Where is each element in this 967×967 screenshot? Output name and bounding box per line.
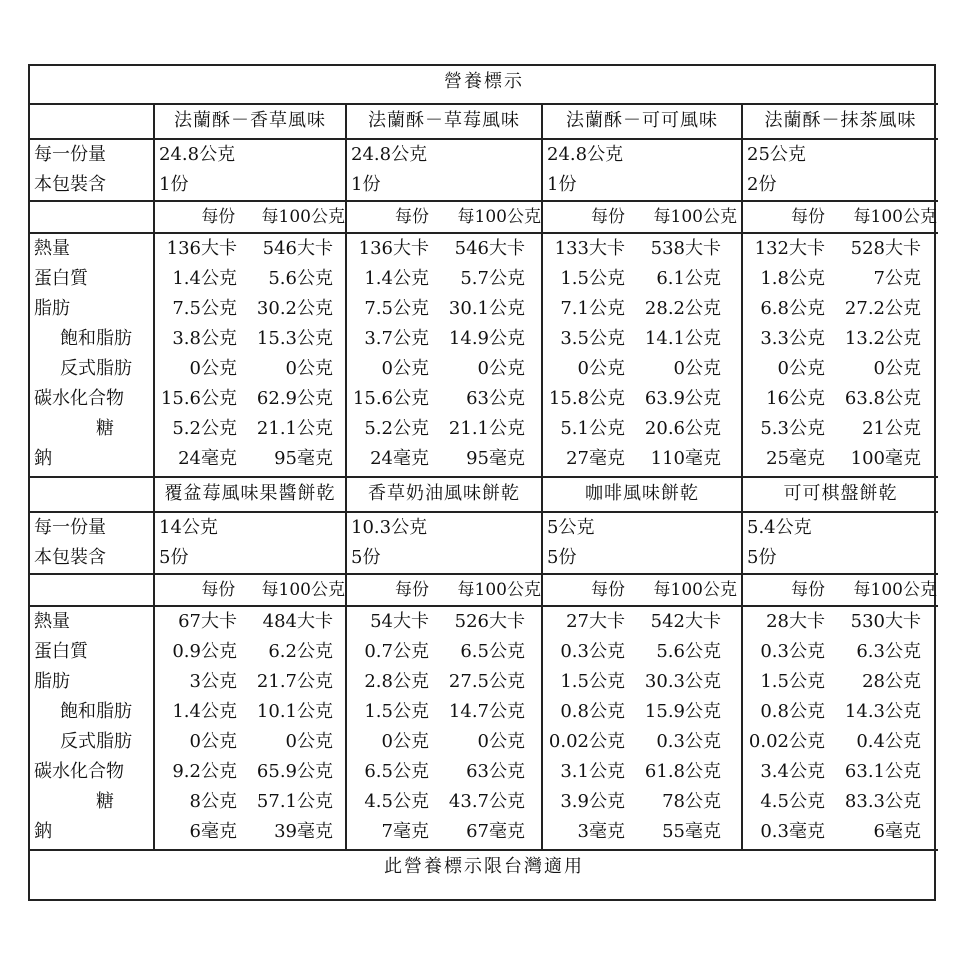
nutrient-label-sugar: 糖: [96, 418, 114, 439]
nutrient-row-protein: [155, 637, 345, 667]
per-serving-value: 0公克: [577, 358, 625, 379]
per-100g-value: 95毫克: [274, 448, 333, 469]
per-serving-value: 3.7公克: [364, 328, 429, 349]
serving-size-label: 每一份量: [34, 144, 106, 165]
per-100g-value: 6.5公克: [460, 641, 525, 662]
nutrient-label-sodium: 鈉: [34, 821, 52, 842]
nutrient-row-sugar: [347, 414, 541, 444]
per-serving-value: 5.2公克: [364, 418, 429, 439]
nutrition-table: [30, 66, 938, 904]
per-serving-value: 0.02公克: [748, 731, 825, 752]
per-serving-value: 0.3毫克: [760, 821, 825, 842]
nutrient-row-sat-fat: [543, 697, 741, 727]
nutrient-values: [542, 606, 742, 850]
nutrient-row-carbs: [155, 757, 345, 787]
per-serving-header: 每份: [395, 580, 429, 600]
per-100g-header: 每100公克: [653, 580, 737, 600]
nutrient-label-sugar: 糖: [96, 791, 114, 812]
per-serving-value: 25毫克: [766, 448, 825, 469]
nutrient-row-sugar: [347, 787, 541, 817]
nutrient-row-energy: [743, 234, 938, 264]
nutrient-labels: [30, 233, 154, 477]
nutrient-row-fat: [347, 294, 541, 324]
servings-value: 2份: [747, 174, 777, 195]
per-100g-value: 27.2公克: [844, 298, 921, 319]
per-serving-value: 2.8公克: [364, 671, 429, 692]
per-100g-value: 110毫克: [650, 448, 721, 469]
nutrient-row-sugar: [743, 414, 938, 444]
serving-size-value: 24.8公克: [351, 144, 428, 165]
per-serving-value: 3毫克: [577, 821, 625, 842]
per-100g-header: 每100公克: [853, 207, 937, 227]
nutrient-row-carbs: [743, 384, 938, 414]
per-100g-value: 63.9公克: [644, 388, 721, 409]
per-serving-header: 每份: [591, 207, 625, 227]
nutrient-label-protein: 蛋白質: [34, 268, 88, 289]
per-serving-value: 7.1公克: [560, 298, 625, 319]
per-100g-header: 每100公克: [261, 207, 345, 227]
unit-header-pair: [155, 202, 345, 232]
servings-value: 5份: [547, 547, 577, 568]
per-100g-value: 67毫克: [466, 821, 525, 842]
unit-header: [542, 201, 742, 233]
per-serving-value: 7毫克: [381, 821, 429, 842]
product-name: 咖啡風味餅乾: [542, 477, 742, 512]
nutrient-row-energy: [347, 234, 541, 264]
serving-info: [154, 512, 346, 574]
nutrient-row-energy: [543, 607, 741, 637]
per-serving-value: 6.8公克: [760, 298, 825, 319]
nutrient-row-protein: [347, 264, 541, 294]
per-100g-value: 78公克: [662, 791, 721, 812]
nutrient-row-sodium: [347, 817, 541, 847]
per-100g-header: 每100公克: [653, 207, 737, 227]
nutrient-row-carbs: [743, 757, 938, 787]
per-100g-value: 538大卡: [650, 238, 721, 259]
nutrient-row-trans-fat: [743, 727, 938, 757]
per-serving-value: 0.3公克: [760, 641, 825, 662]
unit-header-pair: [543, 575, 741, 605]
per-serving-value: 16公克: [766, 388, 825, 409]
per-serving-value: 3.5公克: [560, 328, 625, 349]
per-100g-value: 30.1公克: [448, 298, 525, 319]
per-100g-header: 每100公克: [853, 580, 937, 600]
per-100g-value: 61.8公克: [644, 761, 721, 782]
per-serving-value: 0公克: [189, 731, 237, 752]
nutrient-row-sodium: [155, 817, 345, 847]
per-serving-value: 1.4公克: [172, 701, 237, 722]
per-100g-value: 528大卡: [850, 238, 921, 259]
nutrient-labels: [30, 606, 154, 850]
per-serving-value: 0公克: [381, 731, 429, 752]
per-100g-value: 546大卡: [454, 238, 525, 259]
servings-value: 5份: [747, 547, 777, 568]
nutrient-row-sat-fat: [155, 697, 345, 727]
per-serving-value: 7.5公克: [172, 298, 237, 319]
per-serving-value: 136大卡: [166, 238, 237, 259]
serving-info: [742, 139, 938, 201]
nutrient-row-trans-fat: [743, 354, 938, 384]
per-100g-value: 0公克: [477, 731, 525, 752]
per-100g-value: 30.2公克: [256, 298, 333, 319]
per-serving-value: 4.5公克: [760, 791, 825, 812]
nutrient-values: [742, 233, 938, 477]
per-serving-header: 每份: [201, 580, 236, 600]
servings-value: 1份: [159, 174, 189, 195]
per-serving-value: 7.5公克: [364, 298, 429, 319]
per-serving-value: 0.8公克: [560, 701, 625, 722]
per-serving-value: 3.3公克: [760, 328, 825, 349]
nutrient-label-energy: 熱量: [34, 611, 70, 632]
per-100g-value: 21公克: [862, 418, 921, 439]
per-100g-value: 43.7公克: [448, 791, 525, 812]
per-serving-value: 3公克: [189, 671, 237, 692]
nutrient-row-energy: [543, 234, 741, 264]
nutrient-row-sat-fat: [155, 324, 345, 354]
unit-header-pair: [347, 202, 541, 232]
serving-size-value: 24.8公克: [547, 144, 624, 165]
per-100g-value: 30.3公克: [644, 671, 721, 692]
nutrient-row-sodium: [543, 444, 741, 474]
nutrient-row-carbs: [543, 757, 741, 787]
nutrient-row-carbs: [347, 384, 541, 414]
nutrient-row-trans-fat: [155, 727, 345, 757]
per-serving-value: 0.7公克: [364, 641, 429, 662]
per-100g-value: 5.6公克: [656, 641, 721, 662]
serving-info: [542, 139, 742, 201]
unit-header: [742, 574, 938, 606]
per-serving-value: 1.4公克: [364, 268, 429, 289]
serving-size-value: 5.4公克: [747, 517, 812, 538]
per-serving-value: 0公克: [777, 358, 825, 379]
empty-label-cell: [30, 104, 154, 139]
nutrient-row-fat: [543, 294, 741, 324]
per-serving-value: 0.8公克: [760, 701, 825, 722]
per-serving-value: 3.9公克: [560, 791, 625, 812]
per-serving-value: 6毫克: [189, 821, 237, 842]
unit-header-pair: [155, 575, 345, 605]
servings-value: 1份: [547, 174, 577, 195]
nutrient-label-energy: 熱量: [34, 238, 70, 259]
servings-value: 5份: [159, 547, 189, 568]
per-100g-value: 39毫克: [274, 821, 333, 842]
page-title: 營養標示: [30, 66, 938, 104]
nutrient-row-protein: [543, 264, 741, 294]
per-100g-value: 15.9公克: [644, 701, 721, 722]
nutrient-row-sat-fat: [347, 324, 541, 354]
nutrient-values: [346, 233, 542, 477]
per-serving-header: 每份: [201, 207, 236, 227]
per-serving-value: 54大卡: [370, 611, 429, 632]
per-100g-value: 5.7公克: [460, 268, 525, 289]
per-serving-value: 1.5公克: [560, 671, 625, 692]
per-serving-value: 27大卡: [566, 611, 625, 632]
per-100g-value: 14.7公克: [448, 701, 525, 722]
per-serving-value: 24毫克: [178, 448, 237, 469]
nutrient-row-sodium: [155, 444, 345, 474]
per-serving-value: 1.5公克: [364, 701, 429, 722]
product-name: 覆盆莓風味果醬餅乾: [154, 477, 346, 512]
per-100g-value: 20.6公克: [644, 418, 721, 439]
per-serving-value: 0.9公克: [172, 641, 237, 662]
nutrient-row-fat: [743, 294, 938, 324]
nutrient-label-carbs: 碳水化合物: [34, 388, 124, 409]
per-serving-value: 67大卡: [178, 611, 237, 632]
nutrient-values: [154, 233, 346, 477]
nutrient-label-sodium: 鈉: [34, 448, 52, 469]
per-100g-value: 0公克: [873, 358, 921, 379]
product-name: 法蘭酥－香草風味: [154, 104, 346, 139]
nutrient-row-carbs: [543, 384, 741, 414]
per-100g-value: 100毫克: [850, 448, 921, 469]
servings-label: 本包裝含: [34, 174, 106, 195]
unit-header: [154, 574, 346, 606]
per-100g-value: 55毫克: [662, 821, 721, 842]
serving-size-value: 14公克: [159, 517, 218, 538]
empty-label-cell: [30, 201, 154, 233]
per-serving-value: 3.8公克: [172, 328, 237, 349]
per-100g-value: 0公克: [673, 358, 721, 379]
per-100g-value: 95毫克: [466, 448, 525, 469]
per-100g-value: 6.2公克: [268, 641, 333, 662]
nutrient-values: [154, 606, 346, 850]
nutrient-row-energy: [155, 607, 345, 637]
nutrient-row-fat: [155, 294, 345, 324]
per-100g-value: 6.3公克: [856, 641, 921, 662]
nutrient-row-fat: [155, 667, 345, 697]
servings-label: 本包裝含: [34, 547, 106, 568]
per-serving-value: 0.02公克: [548, 731, 625, 752]
nutrient-row-trans-fat: [543, 727, 741, 757]
nutrient-row-protein: [347, 637, 541, 667]
nutrient-values: [542, 233, 742, 477]
per-100g-value: 546大卡: [262, 238, 333, 259]
per-serving-value: 1.4公克: [172, 268, 237, 289]
per-100g-value: 13.2公克: [844, 328, 921, 349]
per-serving-value: 9.2公克: [172, 761, 237, 782]
per-serving-value: 24毫克: [370, 448, 429, 469]
empty-label-cell: [30, 574, 154, 606]
product-name: 法蘭酥－草莓風味: [346, 104, 542, 139]
per-100g-value: 14.1公克: [644, 328, 721, 349]
per-serving-header: 每份: [791, 580, 825, 600]
servings-value: 1份: [351, 174, 381, 195]
per-serving-value: 6.5公克: [364, 761, 429, 782]
nutrient-label-protein: 蛋白質: [34, 641, 88, 662]
nutrient-values: [742, 606, 938, 850]
per-serving-value: 1.5公克: [560, 268, 625, 289]
nutrient-row-fat: [743, 667, 938, 697]
unit-header: [542, 574, 742, 606]
nutrient-row-sugar: [155, 414, 345, 444]
servings-value: 5份: [351, 547, 381, 568]
serving-size-label: 每一份量: [34, 517, 106, 538]
nutrient-label-sat-fat: 飽和脂肪: [60, 701, 132, 722]
per-100g-header: 每100公克: [261, 580, 345, 600]
empty-label-cell: [30, 477, 154, 512]
per-100g-value: 526大卡: [454, 611, 525, 632]
per-100g-value: 0.3公克: [656, 731, 721, 752]
nutrient-row-sugar: [543, 787, 741, 817]
nutrient-label-trans-fat: 反式脂肪: [60, 358, 132, 379]
per-serving-value: 5.3公克: [760, 418, 825, 439]
per-serving-value: 15.6公克: [352, 388, 429, 409]
per-100g-value: 21.1公克: [448, 418, 525, 439]
per-serving-value: 28大卡: [766, 611, 825, 632]
product-name: 法蘭酥－可可風味: [542, 104, 742, 139]
nutrient-row-sugar: [543, 414, 741, 444]
per-serving-value: 15.6公克: [160, 388, 237, 409]
nutrition-label: [28, 64, 936, 901]
nutrient-row-sugar: [155, 787, 345, 817]
per-serving-value: 133大卡: [554, 238, 625, 259]
nutrient-row-sugar: [743, 787, 938, 817]
per-100g-value: 14.3公克: [844, 701, 921, 722]
per-serving-value: 8公克: [189, 791, 237, 812]
per-100g-value: 10.1公克: [256, 701, 333, 722]
serving-size-value: 5公克: [547, 517, 595, 538]
product-name: 可可棋盤餅乾: [742, 477, 938, 512]
per-100g-value: 63.8公克: [844, 388, 921, 409]
per-serving-value: 1.8公克: [760, 268, 825, 289]
unit-header: [742, 201, 938, 233]
nutrient-row-fat: [543, 667, 741, 697]
nutrient-label-sat-fat: 飽和脂肪: [60, 328, 132, 349]
per-serving-value: 0公克: [381, 358, 429, 379]
per-100g-value: 6毫克: [873, 821, 921, 842]
per-100g-value: 62.9公克: [256, 388, 333, 409]
nutrient-row-trans-fat: [347, 354, 541, 384]
per-100g-value: 7公克: [873, 268, 921, 289]
nutrient-row-sodium: [543, 817, 741, 847]
unit-header-pair: [743, 202, 938, 232]
nutrient-row-energy: [155, 234, 345, 264]
nutrient-row-protein: [155, 264, 345, 294]
per-serving-value: 5.2公克: [172, 418, 237, 439]
per-100g-value: 83.3公克: [844, 791, 921, 812]
per-100g-value: 27.5公克: [448, 671, 525, 692]
per-serving-value: 1.5公克: [760, 671, 825, 692]
per-100g-value: 63公克: [466, 761, 525, 782]
serving-size-value: 10.3公克: [351, 517, 428, 538]
per-serving-value: 132大卡: [754, 238, 825, 259]
nutrient-row-sodium: [347, 444, 541, 474]
nutrient-row-sodium: [743, 817, 938, 847]
nutrient-row-sat-fat: [543, 324, 741, 354]
product-name: 香草奶油風味餅乾: [346, 477, 542, 512]
per-100g-value: 542大卡: [650, 611, 721, 632]
serving-size-value: 25公克: [747, 144, 806, 165]
per-100g-value: 0公克: [285, 358, 333, 379]
nutrient-row-protein: [543, 637, 741, 667]
per-serving-value: 4.5公克: [364, 791, 429, 812]
nutrient-row-trans-fat: [347, 727, 541, 757]
per-serving-value: 0公克: [189, 358, 237, 379]
per-serving-header: 每份: [591, 580, 625, 600]
unit-header: [154, 201, 346, 233]
nutrient-row-carbs: [347, 757, 541, 787]
per-serving-value: 15.8公克: [548, 388, 625, 409]
nutrient-label-fat: 脂肪: [34, 298, 70, 319]
serving-info: [346, 139, 542, 201]
nutrient-row-trans-fat: [543, 354, 741, 384]
per-100g-header: 每100公克: [457, 207, 541, 227]
per-100g-header: 每100公克: [457, 580, 541, 600]
nutrient-row-protein: [743, 264, 938, 294]
per-serving-header: 每份: [395, 207, 429, 227]
product-name: 法蘭酥－抹茶風味: [742, 104, 938, 139]
nutrient-values: [346, 606, 542, 850]
nutrient-row-trans-fat: [155, 354, 345, 384]
per-serving-value: 5.1公克: [560, 418, 625, 439]
nutrient-label-carbs: 碳水化合物: [34, 761, 124, 782]
unit-header-pair: [543, 202, 741, 232]
per-100g-value: 21.7公克: [256, 671, 333, 692]
per-100g-value: 0.4公克: [856, 731, 921, 752]
nutrient-row-protein: [743, 637, 938, 667]
serving-info: [542, 512, 742, 574]
serving-labels: [30, 512, 154, 574]
nutrient-label-fat: 脂肪: [34, 671, 70, 692]
nutrient-row-sat-fat: [347, 697, 541, 727]
unit-header: [346, 574, 542, 606]
per-100g-value: 65.9公克: [256, 761, 333, 782]
per-serving-value: 27毫克: [566, 448, 625, 469]
per-100g-value: 28公克: [862, 671, 921, 692]
per-serving-value: 0.3公克: [560, 641, 625, 662]
nutrient-row-sat-fat: [743, 697, 938, 727]
per-100g-value: 63.1公克: [844, 761, 921, 782]
nutrient-row-fat: [347, 667, 541, 697]
nutrient-row-carbs: [155, 384, 345, 414]
unit-header-pair: [743, 575, 938, 605]
nutrient-row-energy: [743, 607, 938, 637]
nutrient-row-energy: [347, 607, 541, 637]
per-100g-value: 21.1公克: [256, 418, 333, 439]
per-100g-value: 5.6公克: [268, 268, 333, 289]
per-serving-value: 3.4公克: [760, 761, 825, 782]
per-100g-value: 0公克: [477, 358, 525, 379]
nutrient-row-sodium: [743, 444, 938, 474]
per-100g-value: 57.1公克: [256, 791, 333, 812]
per-serving-header: 每份: [791, 207, 825, 227]
per-100g-value: 6.1公克: [656, 268, 721, 289]
per-100g-value: 15.3公克: [256, 328, 333, 349]
nutrient-row-sat-fat: [743, 324, 938, 354]
per-100g-value: 0公克: [285, 731, 333, 752]
per-serving-value: 3.1公克: [560, 761, 625, 782]
unit-header: [346, 201, 542, 233]
nutrient-label-trans-fat: 反式脂肪: [60, 731, 132, 752]
serving-size-value: 24.8公克: [159, 144, 236, 165]
serving-labels: [30, 139, 154, 201]
per-100g-value: 28.2公克: [644, 298, 721, 319]
serving-info: [154, 139, 346, 201]
per-100g-value: 484大卡: [262, 611, 333, 632]
per-100g-value: 63公克: [466, 388, 525, 409]
unit-header-pair: [347, 575, 541, 605]
serving-info: [346, 512, 542, 574]
per-100g-value: 530大卡: [850, 611, 921, 632]
per-100g-value: 14.9公克: [448, 328, 525, 349]
serving-info: [742, 512, 938, 574]
footer-note: 此營養標示限台灣適用: [384, 856, 584, 877]
per-serving-value: 136大卡: [358, 238, 429, 259]
